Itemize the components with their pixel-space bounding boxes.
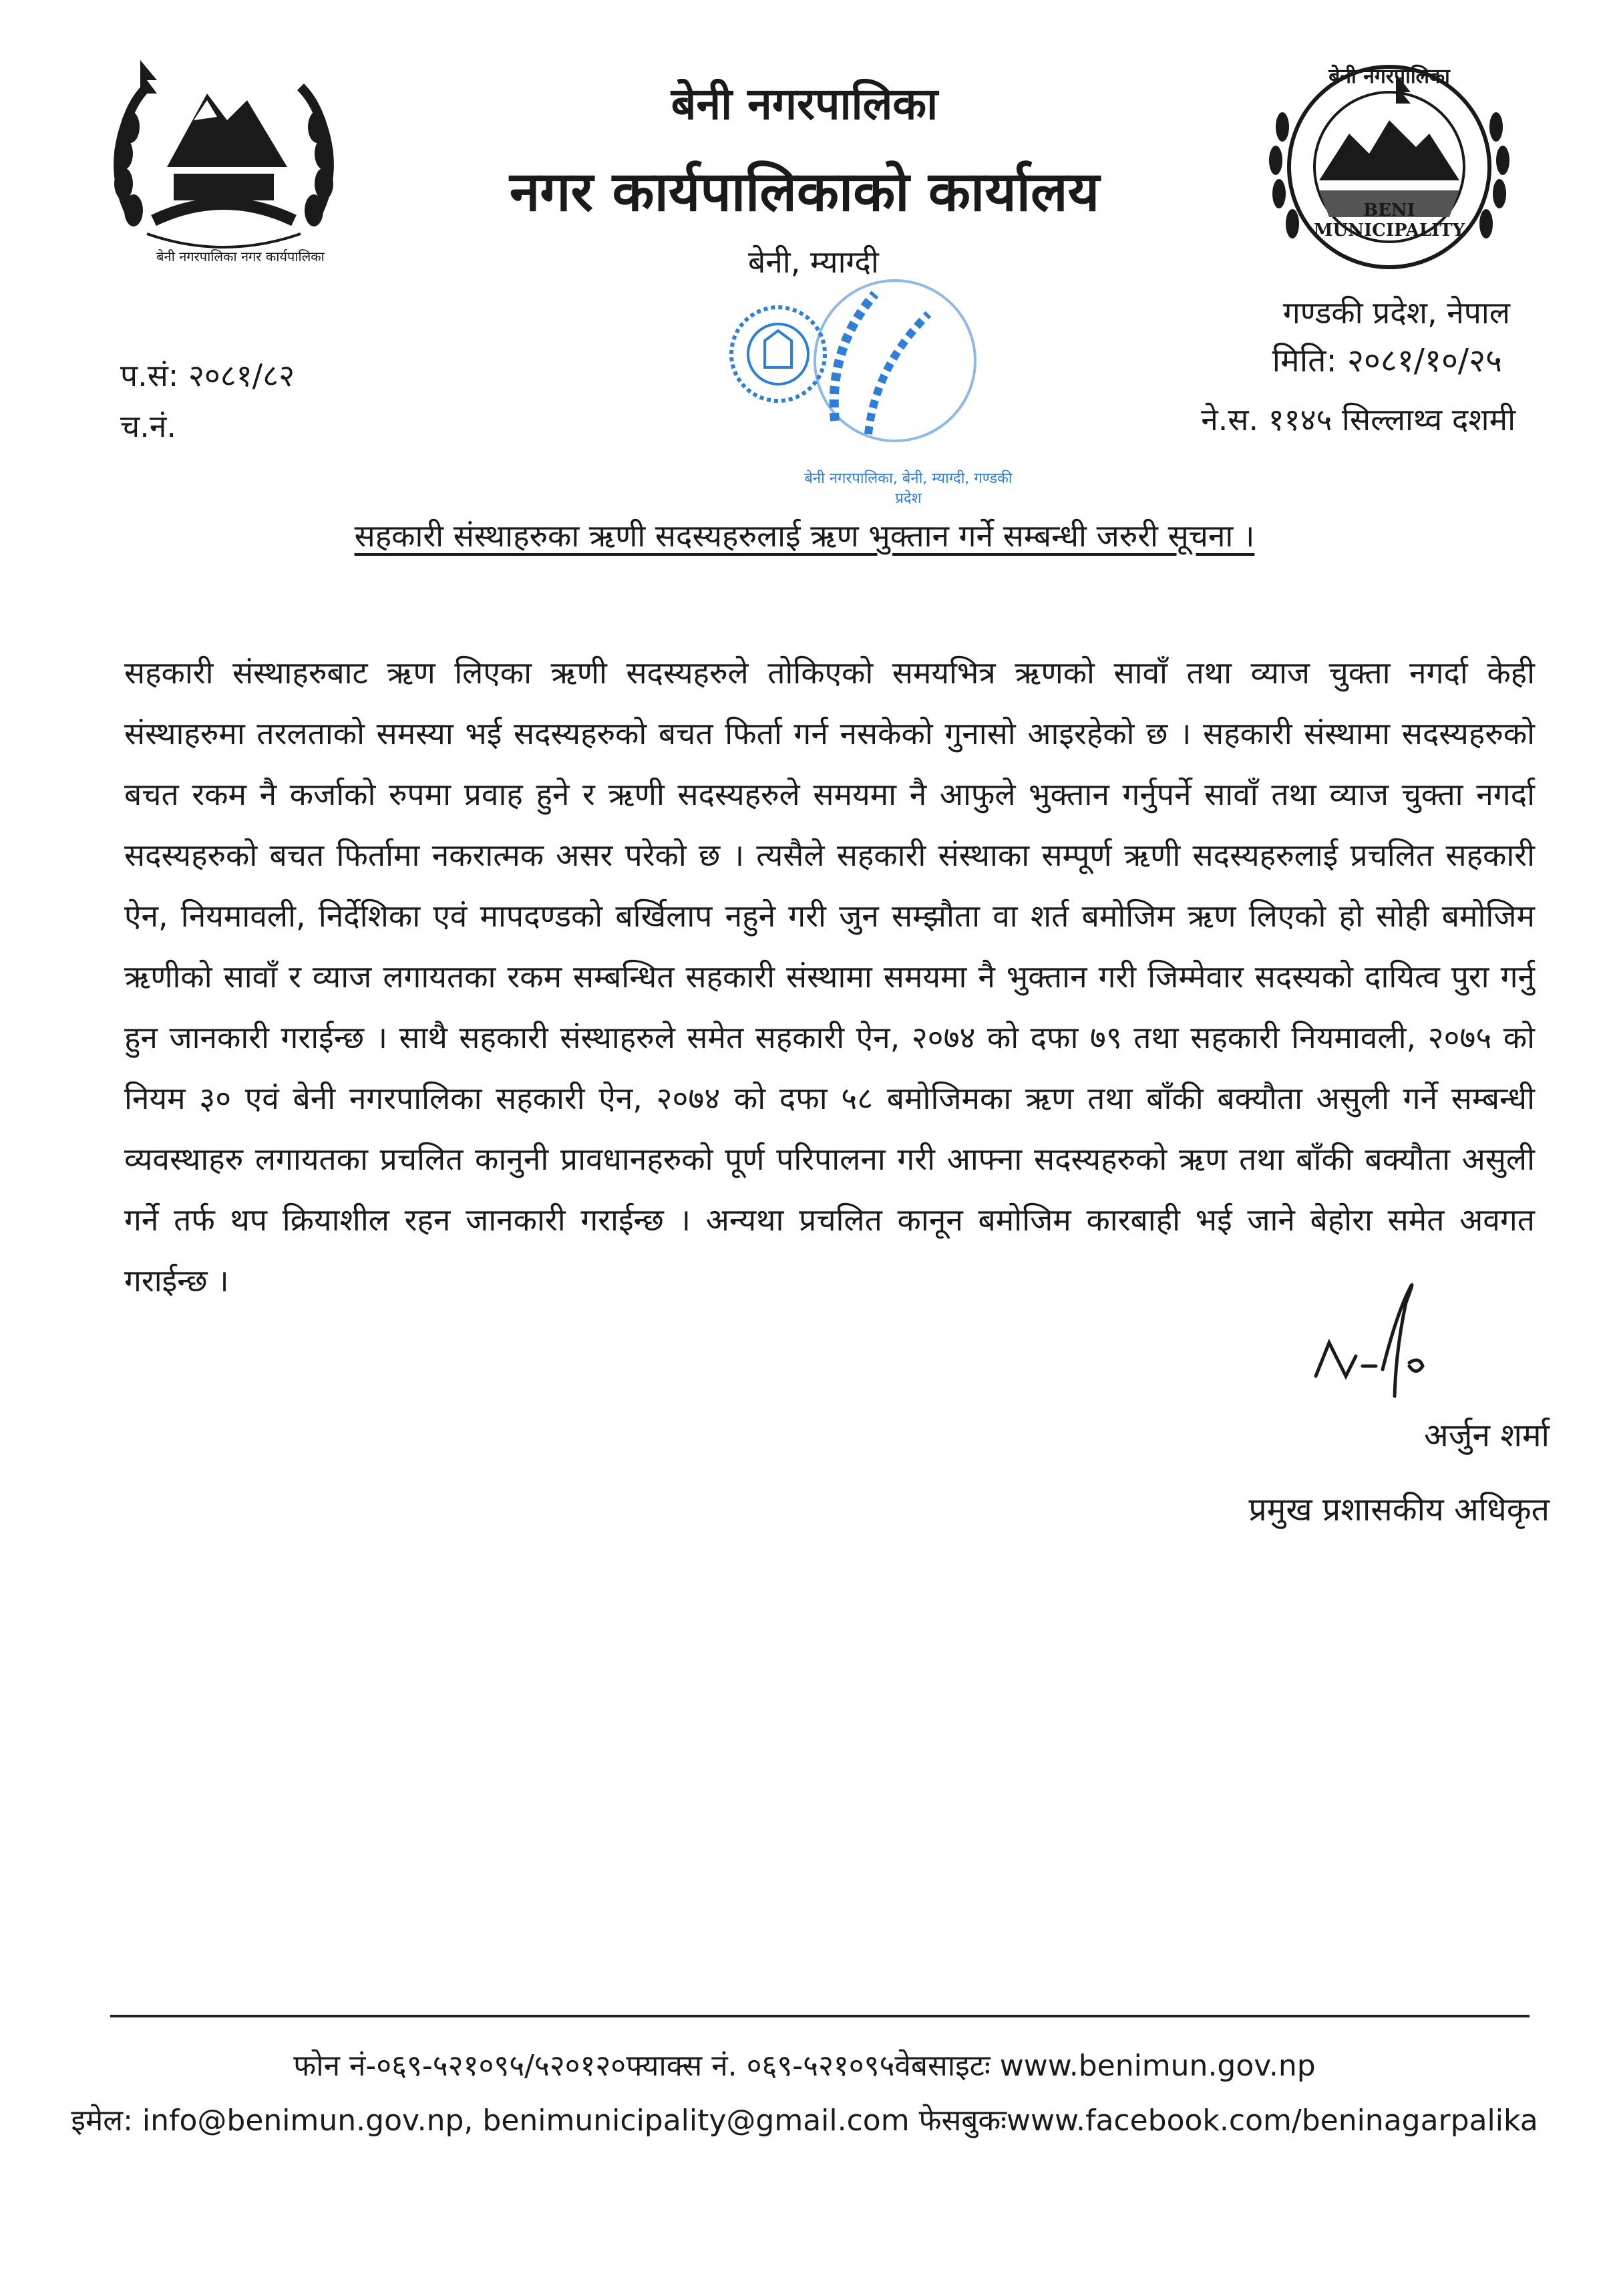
handwritten-signature-icon: [1309, 1276, 1443, 1403]
notice-body: सहकारी संस्थाहरुबाट ऋण लिएका ऋणी सदस्यहरुले तोकिएको समयभित्र ऋणको सावाँ तथा व्याज चुक्ता नगर्दा केही संस्थाहरुमा तरलताको समस्या भई सदस्यहरुको बचत फिर्ता गर्न नसकेको गुनासो आइरहेको छ । सहकारी संस्थामा सदस्यहरुको बचत रकम नै कर्जाको रुपमा प्रवाह हुने र ऋणी सदस्यहरुले समयमा नै आफुले भुक्तान गर्नुपर्ने सावाँ तथा व्याज चुक्ता नगर्दा सदस्यहरुको बचत फिर्तामा नकरात्मक असर परेको छ । त्यसैले सहकारी संस्थाका सम्पूर्ण ऋणी सदस्यहरुलाई प्रचलित सहकारी ऐन, नियमावली, निर्देशिका एवं मापदण्डको बर्खिलाप नहुने गरी जुन सम्झौता वा शर्त बमोजिम ऋण लिएको हो सोही बमोजिम ऋणीको सावाँ र व्याज लगायतका रकम सम्बन्धित सहकारी संस्थामा समयमा नै भुक्तान गरी जिम्मेवार सदस्यको दायित्व पुरा गर्नु हुन जानकारी गराईन्छ । साथै सहकारी संस्थाहरुले समेत सहकारी ऐन, २०७४ को दफा ७९ तथा सहकारी नियमावली, २०७५ को नियम ३० एवं बेनी नगरपालिका सहकारी ऐन, २०७४ को दफा ५८ बमोजिमका ऋण तथा बाँकी बक्यौता असुली गर्ने सम्बन्धी व्यवस्थाहरु लगायतका प्रचलित कानुनी प्रावधानहरुको पूर्ण परिपालना गरी आफ्ना सदस्यहरुको ऋण तथा बाँकी बक्यौता असुली गर्ने तर्फ थप क्रियाशील रहन जानकारी गराईन्छ । अन्यथा प्रचलित कानून बमोजिम कारबाही भई जाने बेहोरा समेत अवगत गराईन्छ ।: [124, 655, 1535, 1299]
right-logo-top-text: बेनी नगरपालिका: [1328, 65, 1450, 88]
stamp-text: बेनी नगरपालिका, बेनी, म्याग्दी, गण्डकी प्रदेश: [804, 470, 1013, 507]
notice-subject: सहकारी संस्थाहरुका ऋणी सदस्यहरुलाई ऋण भुक्तान गर्ने सम्बन्धी जरुरी सूचना ।: [354, 518, 1255, 554]
footer-divider: [110, 2015, 1530, 2017]
footer-contact-phone: फोन नं-०६९-५२१०९५/५२०१२०फ्याक्स नं. ०६९-५२१०९५वेबसाइटः www.benimun.gov.np: [293, 2049, 1316, 2083]
office-name: नगर कार्यपालिकाको कार्यालय: [509, 160, 1100, 224]
signatory-name: अर्जुन शर्मा: [1424, 1417, 1550, 1454]
letter-date: मिति: २०८१/१०/२५: [1272, 342, 1502, 379]
organization-name: बेनी नगरपालिका: [671, 78, 938, 130]
right-logo-bottom-text: BENI MUNICIPALITY: [1313, 200, 1465, 240]
signatory-title: प्रमुख प्रशासकीय अधिकृत: [1248, 1491, 1550, 1528]
province-line: गण्डकी प्रदेश, नेपाल: [1282, 295, 1510, 331]
footer-contact-email: इमेल: info@benimun.gov.np, benimunicipality@gmail.com फेसबुकःwww.facebook.com/beninagarpalika: [71, 2104, 1538, 2138]
official-stamp-icon: [708, 267, 989, 468]
left-emblem-caption: बेनी नगरपालिका नगर कार्यपालिका: [156, 249, 325, 265]
office-location: बेनी, म्याग्दी: [748, 244, 879, 280]
dispatch-number: च.नं.: [120, 408, 176, 444]
nepal-sambat-date: ने.स. ११४५ सिल्लाथ्व दशमी: [1201, 401, 1515, 438]
reference-number: प.सं: २०८१/८२: [120, 357, 295, 393]
